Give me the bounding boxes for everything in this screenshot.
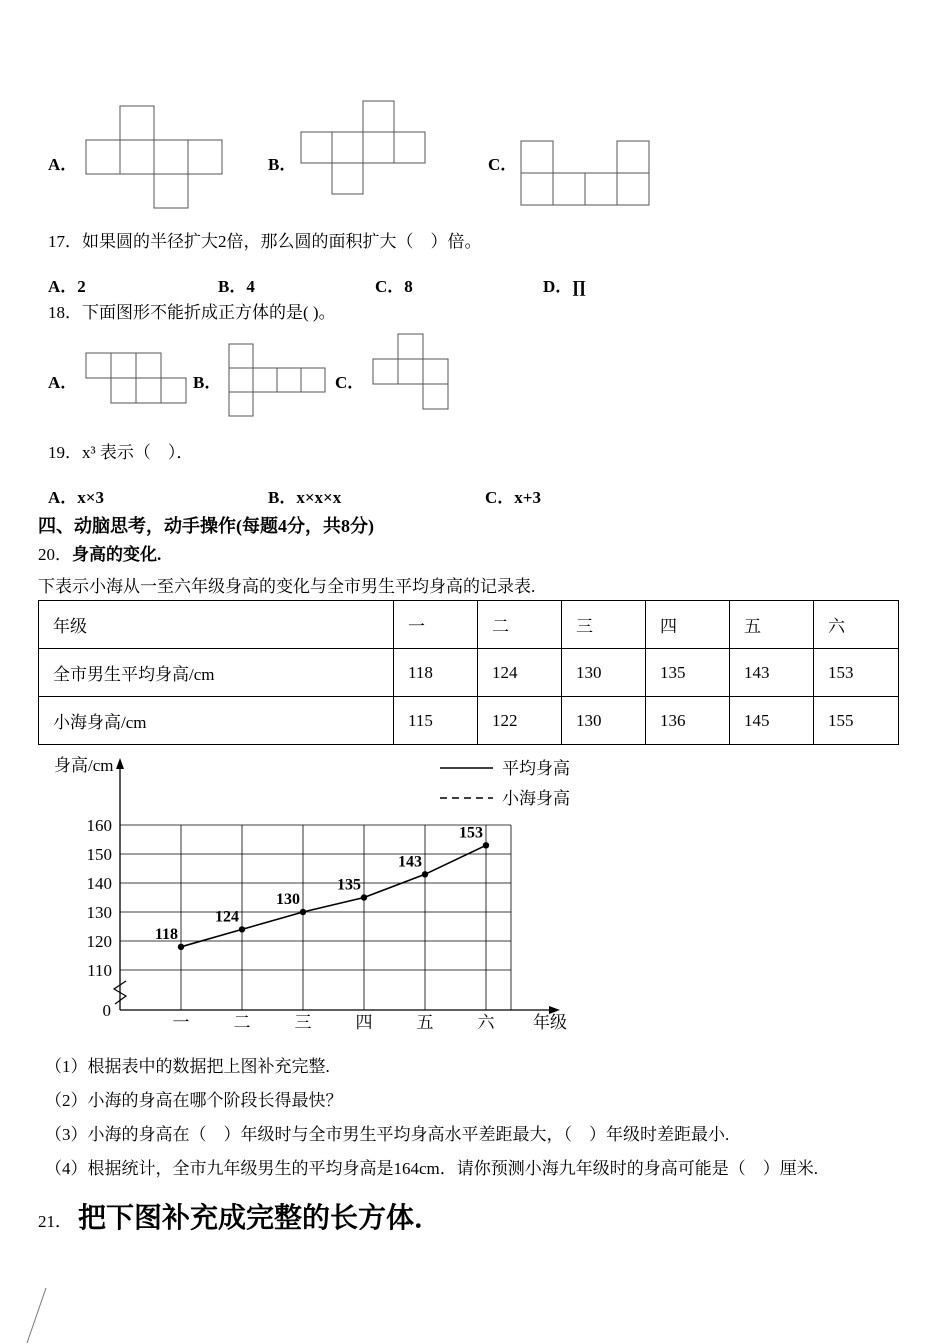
question-20-title-row [38, 540, 161, 565]
cell: 135 [646, 649, 730, 697]
q18-option-a-label: A． [48, 373, 78, 392]
y-tick-label: 130 [86, 903, 112, 922]
question-21-number: 21． [38, 1212, 72, 1231]
y-tick-label: 120 [86, 932, 112, 951]
table-row-average [39, 649, 899, 697]
cube-net-q16-c [520, 140, 650, 206]
q19-option-c: C．x+3 [485, 488, 541, 507]
q17-option-b: B．4 [218, 277, 255, 296]
header-cell: 年级 [39, 601, 394, 649]
question-21-text: 把下图补充成完整的长方体． [78, 1203, 443, 1234]
question-19-text: 19．x³ 表示（ ）． [48, 443, 194, 462]
data-point [178, 944, 184, 950]
data-point-label: 153 [459, 824, 483, 842]
data-point-label: 135 [337, 876, 361, 894]
header-cell: 五 [730, 601, 814, 649]
header-cell: 六 [814, 601, 899, 649]
q18-option-c-label: C． [335, 373, 365, 392]
x-category-label: 二 [233, 1013, 251, 1032]
legend-label-xiaohai: 小海身高 [502, 789, 570, 808]
header-cell: 一 [394, 601, 478, 649]
chart-plot-area [87, 816, 512, 1032]
header-cell: 三 [562, 601, 646, 649]
y-tick-label: 160 [86, 816, 112, 835]
q17-option-c: C．8 [375, 277, 413, 296]
y-tick-label: 110 [87, 961, 112, 980]
x-category-label: 六 [477, 1013, 495, 1032]
cell: 118 [394, 649, 478, 697]
axis-break-icon [114, 981, 126, 1004]
data-point [422, 871, 428, 877]
data-point-label: 130 [276, 891, 300, 908]
cell: 136 [646, 697, 730, 745]
sub-question-4: （4）根据统计，全市九年级男生的平均身高是164cm．请你预测小海九年级时的身高可能是（ ）厘米. [45, 1159, 819, 1178]
cube-net-q16-a [85, 105, 224, 209]
y-tick-label: 140 [86, 874, 112, 893]
x-category-label: 三 [294, 1013, 312, 1032]
question-21-row [38, 1196, 442, 1236]
question-18-text: 18．下面图形不能折成正方体的是( )。 [48, 303, 336, 322]
q18-option-b-label: B． [193, 373, 222, 392]
question-20-intro: 下表示小海从一至六年级身高的变化与全市男生平均身高的记录表. [38, 577, 536, 596]
q16-option-c-label: C． [488, 155, 518, 174]
data-point-label: 124 [215, 908, 239, 926]
q16-option-a-label: A． [48, 155, 78, 174]
q17-option-a: A．2 [48, 277, 86, 296]
x-category-label: 一 [172, 1013, 190, 1032]
row-label: 全市男生平均身高/cm [39, 649, 394, 697]
table-header-row [39, 601, 899, 649]
cube-net-q18-b [228, 343, 326, 417]
cell: 153 [814, 649, 899, 697]
cell: 115 [394, 697, 478, 745]
cube-net-q18-a [85, 352, 187, 404]
x-axis-title: 年级 [533, 1013, 567, 1032]
x-category-label: 五 [416, 1013, 434, 1032]
x-category-label: 四 [355, 1013, 373, 1032]
height-record-table [38, 600, 899, 745]
section-4-heading: 四、动脑思考，动手操作(每题4分，共8分) [38, 516, 374, 536]
sub-question-3: （3）小海的身高在（ ）年级时与全市男生平均身高水平差距最大，（ ）年级时差距最小. [45, 1125, 730, 1144]
data-point [361, 894, 367, 900]
question-20-title: 身高的变化. [72, 545, 162, 564]
q19-option-a: A．x×3 [48, 488, 104, 507]
cell: 155 [814, 697, 899, 745]
data-point [483, 842, 489, 848]
origin-label: 0 [102, 1001, 111, 1020]
table-row-xiaohai [39, 697, 899, 745]
header-cell: 四 [646, 601, 730, 649]
q17-option-d: D．∏ [543, 277, 587, 296]
sub-question-1: （1）根据表中的数据把上图补充完整. [45, 1057, 330, 1076]
cube-net-q16-b [300, 100, 426, 195]
cell: 124 [478, 649, 562, 697]
y-axis-arrow-icon [116, 758, 124, 769]
question-17-text: 17．如果圆的半径扩大2倍，那么圆的面积扩大（ ）倍。 [48, 232, 482, 251]
sub-question-2: （2）小海的身高在哪个阶段长得最快？ [45, 1091, 343, 1110]
cell: 143 [730, 649, 814, 697]
y-tick-label: 150 [86, 845, 112, 864]
chart-legend [440, 759, 570, 808]
header-cell: 二 [478, 601, 562, 649]
data-point [300, 909, 306, 915]
data-point-label: 118 [154, 925, 178, 943]
cell: 130 [562, 649, 646, 697]
cell: 122 [478, 697, 562, 745]
cube-net-q18-c [372, 333, 449, 410]
q16-option-b-label: B． [268, 155, 297, 174]
data-point-label: 143 [398, 853, 422, 871]
question-20-number: 20． [38, 545, 72, 564]
q21-partial-cuboid-figure [22, 1286, 54, 1344]
data-point [239, 926, 245, 932]
legend-label-average: 平均身高 [502, 759, 570, 778]
height-line-chart [30, 753, 600, 1053]
cell: 145 [730, 697, 814, 745]
cell: 130 [562, 697, 646, 745]
y-axis-title: 身高/cm [54, 756, 114, 775]
row-label: 小海身高/cm [39, 697, 394, 745]
series-average-line [181, 845, 486, 947]
q19-option-b: B．x×x×x [268, 488, 342, 507]
q20-sub-questions [45, 1056, 818, 1192]
